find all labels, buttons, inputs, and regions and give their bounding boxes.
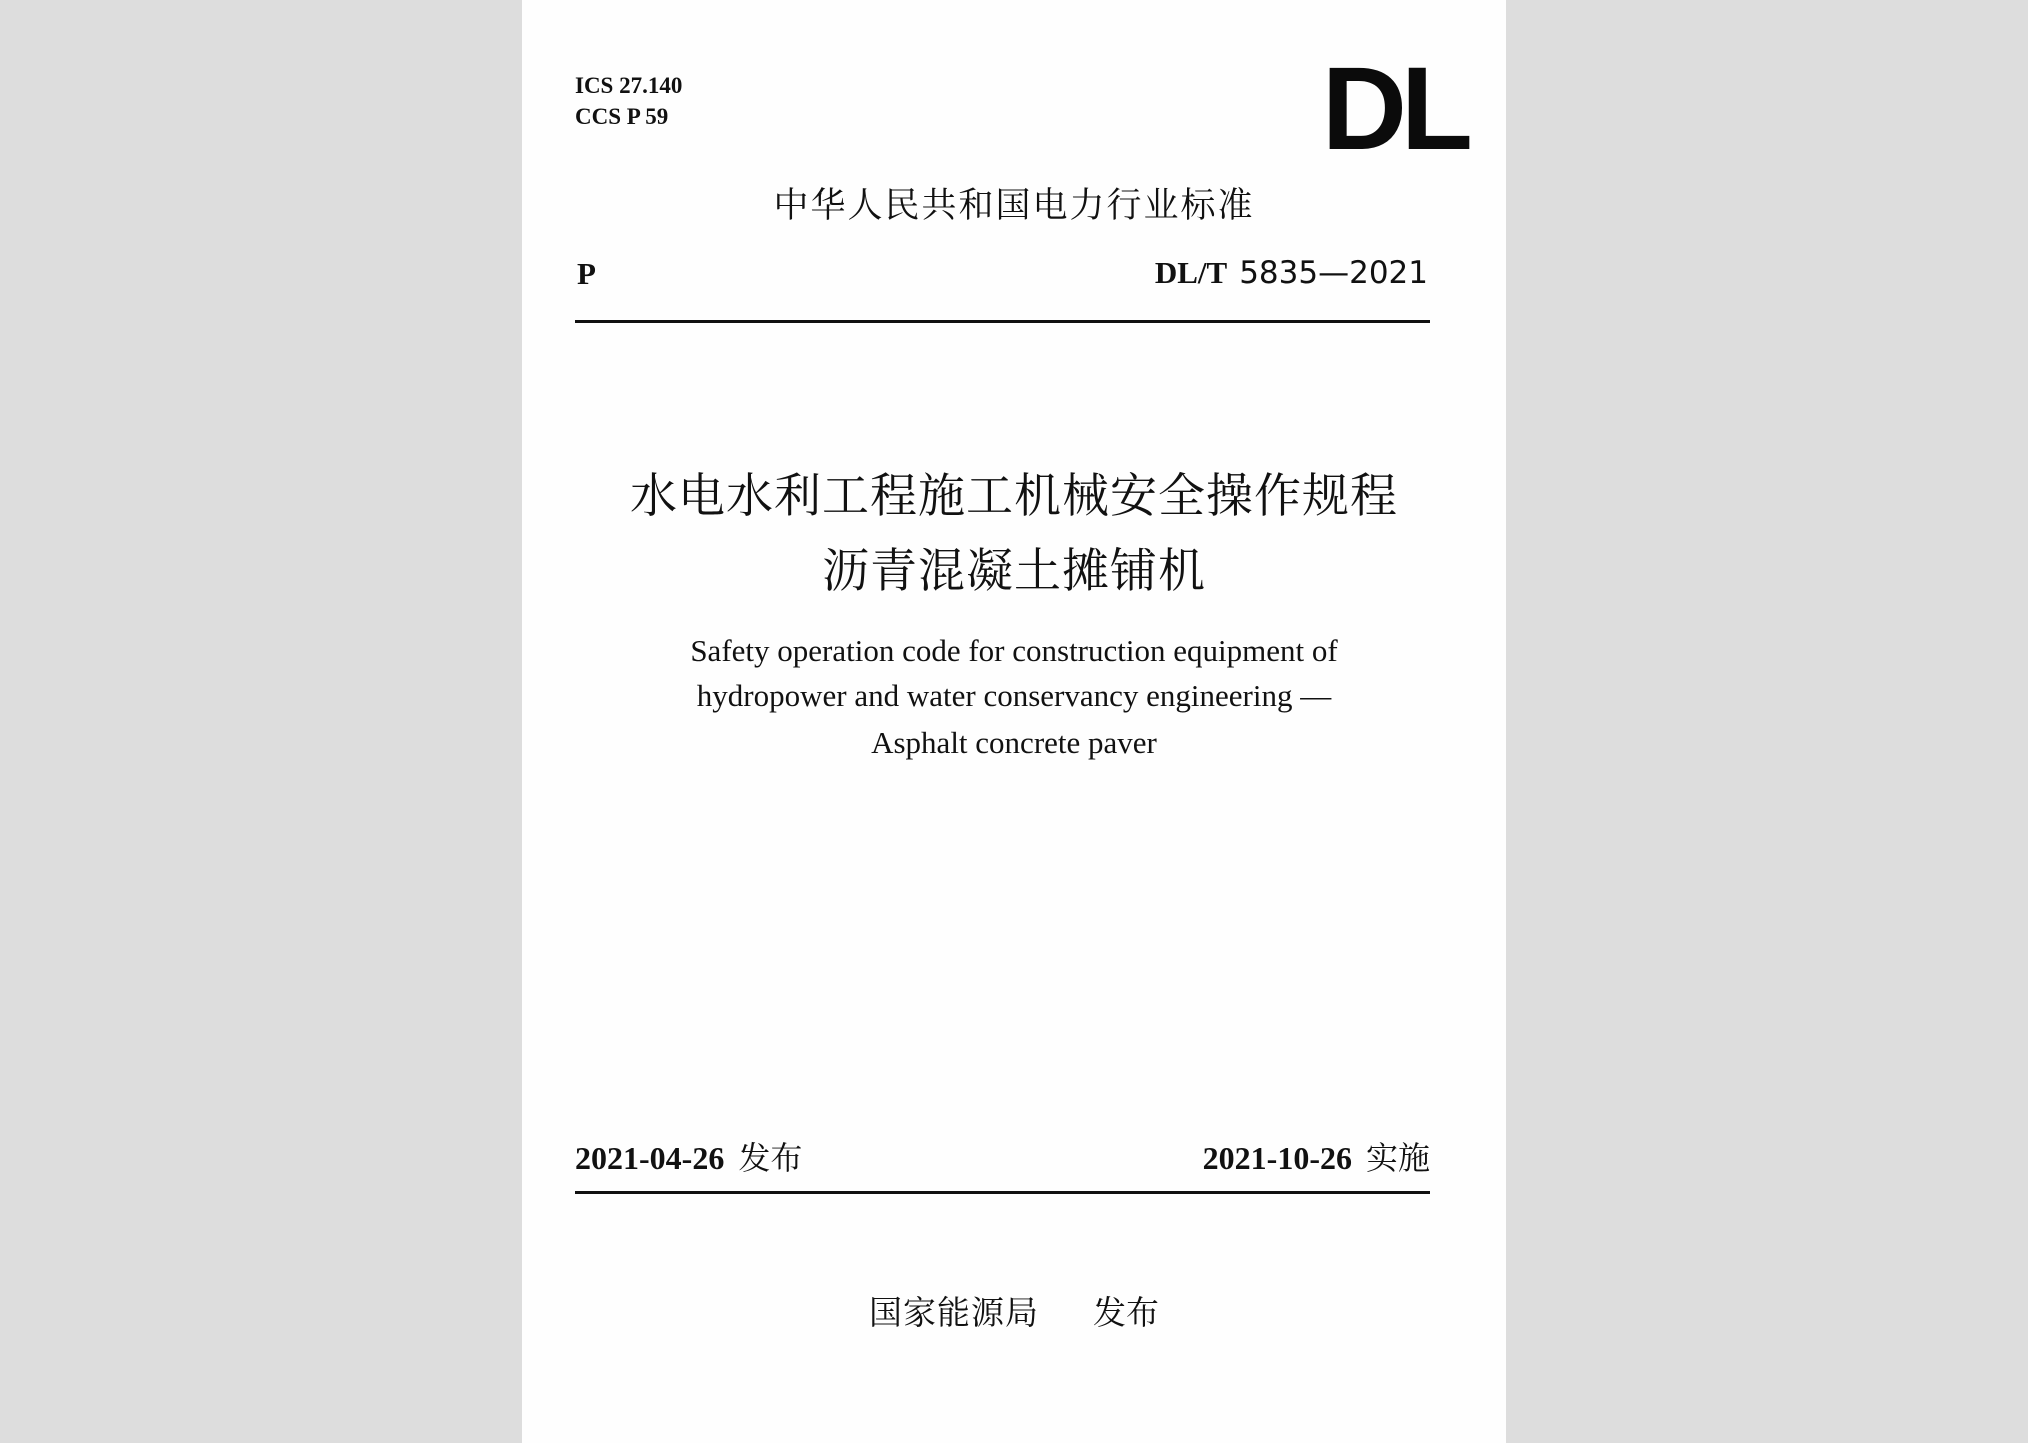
issue-label: 发布 [738, 1139, 803, 1177]
top-divider [575, 320, 1430, 323]
classification-codes [575, 70, 682, 132]
bottom-divider [575, 1191, 1430, 1194]
ics-code: ICS 27.140 [575, 73, 683, 98]
standard-type-heading: 中华人民共和国电力行业标准 [773, 186, 1255, 226]
issue-date: 2021-04-26 [575, 1140, 725, 1176]
ccs-code: CCS P 59 [575, 104, 669, 129]
implementation-date: 2021-10-26 [1202, 1140, 1352, 1176]
standard-number-value: 5835—2021 [1239, 255, 1428, 291]
english-title-line-1: Safety operation code for construction equipment of [690, 633, 1338, 668]
chinese-title-line-2: 沥青混凝土摊铺机 [822, 546, 1206, 598]
document-cover-page [522, 0, 1506, 1443]
english-title-line-3: Asphalt concrete paver [871, 725, 1157, 760]
standard-prefix: DL/T [1154, 255, 1228, 290]
chinese-title-line-1: 水电水利工程施工机械安全操作规程 [630, 471, 1398, 523]
issuing-action: 发布 [1093, 1293, 1159, 1332]
standard-number [1155, 252, 1428, 294]
classification-letter: P [577, 256, 596, 291]
publisher-line [522, 1290, 1506, 1336]
issue-date-block [575, 1137, 802, 1179]
implementation-label: 实施 [1365, 1139, 1430, 1177]
implementation-date-block [1203, 1137, 1430, 1179]
issuing-authority: 国家能源局 [869, 1293, 1039, 1332]
dl-logo: DL [1321, 43, 1467, 175]
english-title-line-2: hydropower and water conservancy engineering — [696, 678, 1332, 713]
